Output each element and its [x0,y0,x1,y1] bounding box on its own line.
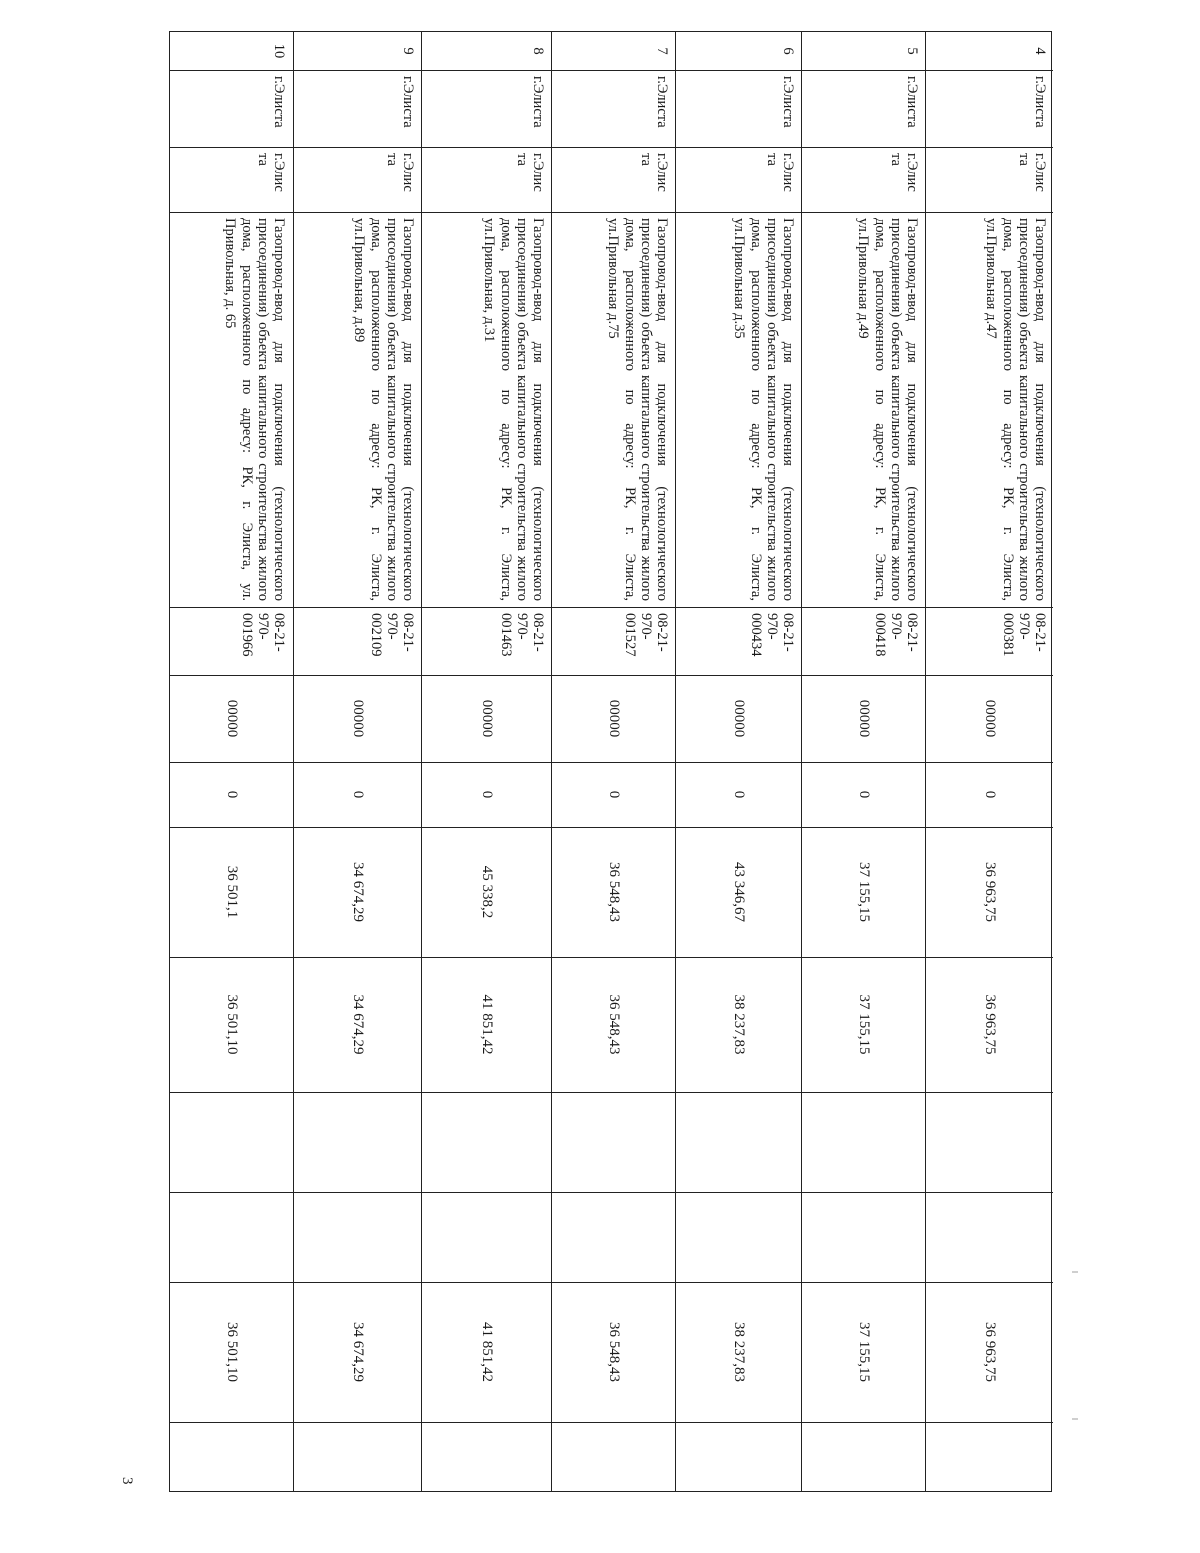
cell-border [926,1282,1053,1283]
cell-border [170,147,293,148]
cell-col6: 00000 [731,699,747,738]
cell-col13 [428,1428,546,1487]
cell-description: Газопровод-ввод для подключения (технологического присоединения) объекта капитального строительства жилого дома, расположенного по адресу: РК, г. Элиста, ул.Привольная д.49 [855,218,920,601]
cell-col9: 36 963,75 [982,994,998,1055]
cell-city-split: г.Элис та [255,153,287,192]
cell-col12: 41 851,42 [479,1322,495,1382]
cell-col13 [558,1428,670,1487]
cell-border [552,607,675,608]
cell-description: Газопровод-ввод для подключения (технологического присоединения) объекта капитального строительства жилого дома, расположенного по адресу: РК, г. Элиста, ул.Привольная д.75 [605,218,670,601]
cell-col8: 43 346,67 [731,862,747,922]
cell-col9: 36 548,43 [606,994,622,1055]
cell-col13 [682,1428,796,1487]
cell-border [422,1092,551,1093]
scan-speck [1072,1271,1078,1273]
cell-border [926,1092,1053,1093]
cell-city: г.Элиста [1032,76,1048,128]
cell-num: 6 [780,47,796,55]
cell-col8: 36 548,43 [606,862,622,922]
cell-col9: 36 501,10 [224,994,240,1055]
cell-border [676,212,801,213]
cell-border [926,1192,1053,1193]
cell-border [422,957,551,958]
cell-border [422,762,551,763]
cell-border [294,1422,421,1423]
cell-col6: 00000 [479,699,495,738]
cell-col7: 0 [606,790,622,799]
cell-border [170,827,293,828]
cell-description: Газопровод-ввод для подключения (технологического присоединения) объекта капитального строительства жилого дома, расположенного по адресу: РК, г. Элиста, ул.Привольная, д.89 [351,218,416,601]
table-row [925,32,1053,1491]
cell-border [926,675,1053,676]
cell-border [802,1092,925,1093]
cell-col10 [428,1098,546,1186]
cell-col7: 0 [982,790,998,799]
cell-border [294,147,421,148]
cell-border [676,957,801,958]
cell-border [552,70,675,71]
cell-col10 [682,1098,796,1186]
cell-col7: 0 [731,790,747,799]
cell-border [676,762,801,763]
cell-code: 08-21- 970- 001527 [622,613,670,657]
cell-city: г.Элиста [780,76,796,128]
cell-col7: 0 [224,790,240,799]
cell-border [926,70,1053,71]
cell-col10 [808,1098,920,1186]
cell-description: Газопровод-ввод для подключения (технологического присоединения) объекта капитального строительства жилого дома, расположенного по адресу: РК, г. Элиста, ул.Привольная д.35 [731,218,796,601]
cell-border [170,1192,293,1193]
cell-border [552,212,675,213]
cell-col9: 34 674,29 [350,994,366,1055]
cell-border [552,762,675,763]
cell-border [294,1282,421,1283]
table-row [293,32,421,1491]
cell-col8: 34 674,29 [350,862,366,922]
cell-border [170,957,293,958]
cell-border [802,607,925,608]
cell-col12: 38 237,83 [731,1322,747,1382]
cell-city-split: г.Элис та [514,153,546,192]
cell-border [676,827,801,828]
cell-col11 [428,1198,546,1276]
cell-border [676,147,801,148]
cell-col10 [300,1098,416,1186]
table-row [170,32,293,1491]
cell-city: г.Элиста [271,76,287,128]
cell-col6: 00000 [606,699,622,738]
cell-border [802,957,925,958]
cell-border [422,147,551,148]
cell-border [802,827,925,828]
cell-col6: 00000 [856,699,872,738]
cell-description: Газопровод-ввод для подключения (технологического присоединения) объекта капитального строительства жилого дома, расположенного по адресу: РК, г. Элиста, ул. Привольная, д. 65 [222,218,287,601]
cell-border [294,70,421,71]
cell-col6: 00000 [350,699,366,738]
cell-border [926,957,1053,958]
cell-border [676,1282,801,1283]
cell-border [294,607,421,608]
cell-description: Газопровод-ввод для подключения (технологического присоединения) объекта капитального строительства жилого дома, расположенного по адресу: РК, г. Элиста, ул.Привольная д.47 [983,218,1048,601]
cell-border [802,1192,925,1193]
cell-border [422,212,551,213]
cell-border [802,70,925,71]
cell-border [552,1092,675,1093]
cell-city: г.Элиста [654,76,670,128]
cell-col8: 45 338,2 [479,865,495,919]
cell-border [802,1282,925,1283]
cell-border [294,1092,421,1093]
cell-col12: 34 674,29 [350,1322,366,1382]
cell-border [926,147,1053,148]
cell-col8: 36 501,1 [224,865,240,919]
cell-city: г.Элиста [530,76,546,128]
data-table [169,31,1052,1492]
cell-border [422,70,551,71]
cell-col7: 0 [350,790,366,799]
cell-border [802,212,925,213]
cell-col10 [932,1098,1048,1186]
cell-border [676,70,801,71]
cell-col13 [932,1428,1048,1487]
cell-col7: 0 [856,790,872,799]
cell-border [294,762,421,763]
cell-border [170,212,293,213]
cell-col6: 00000 [224,699,240,738]
cell-col11 [300,1198,416,1276]
cell-col13 [300,1428,416,1487]
scan-speck [1072,1418,1078,1420]
cell-border [170,607,293,608]
cell-border [170,762,293,763]
cell-border [170,675,293,676]
table-row [801,32,925,1491]
cell-border [422,675,551,676]
cell-code: 08-21- 970- 000381 [1000,613,1048,657]
cell-code: 08-21- 970- 002109 [368,613,416,657]
cell-city-split: г.Элис та [764,153,796,192]
cell-col10 [558,1098,670,1186]
cell-border [552,957,675,958]
cell-col10 [176,1098,287,1186]
cell-col12: 37 155,15 [856,1322,872,1382]
cell-col7: 0 [479,790,495,799]
cell-border [170,1282,293,1283]
cell-border [926,607,1053,608]
cell-col12: 36 501,10 [224,1322,240,1382]
cell-border [926,212,1053,213]
page-number: 3 [119,1477,135,1485]
cell-border [552,1192,675,1193]
cell-city: г.Элиста [904,76,920,128]
cell-city-split: г.Элис та [384,153,416,192]
cell-border [422,607,551,608]
cell-col9: 37 155,15 [856,994,872,1055]
cell-border [294,675,421,676]
table-row [421,32,551,1491]
cell-border [552,147,675,148]
cell-border [552,675,675,676]
cell-border [802,147,925,148]
cell-col11 [932,1198,1048,1276]
cell-border [170,1092,293,1093]
cell-border [422,1422,551,1423]
table-row [675,32,801,1491]
cell-col11 [558,1198,670,1276]
cell-city: г.Элиста [400,76,416,128]
cell-num: 8 [530,47,546,55]
cell-border [676,675,801,676]
cell-col11 [808,1198,920,1276]
cell-col6: 00000 [982,699,998,738]
cell-city-split: г.Элис та [888,153,920,192]
cell-border [170,1422,293,1423]
cell-border [676,607,801,608]
cell-border [926,1422,1053,1423]
cell-col13 [808,1428,920,1487]
cell-num: 7 [654,47,670,55]
cell-city-split: г.Элис та [638,153,670,192]
cell-border [802,762,925,763]
cell-code: 08-21- 970- 000418 [872,613,920,657]
cell-col11 [176,1198,287,1276]
cell-border [294,827,421,828]
cell-col8: 36 963,75 [982,862,998,922]
cell-col11 [682,1198,796,1276]
cell-num: 5 [904,47,920,55]
cell-border [294,212,421,213]
cell-num: 4 [1032,47,1048,55]
cell-code: 08-21- 970- 001463 [498,613,546,657]
cell-border [294,1192,421,1193]
cell-num: 10 [271,43,287,59]
cell-code: 08-21- 970- 001966 [239,613,287,657]
cell-col9: 38 237,83 [731,994,747,1055]
cell-col12: 36 963,75 [982,1322,998,1382]
cell-border [926,827,1053,828]
cell-city-split: г.Элис та [1016,153,1048,192]
cell-border [926,762,1053,763]
cell-code: 08-21- 970- 000434 [748,613,796,657]
cell-border [676,1422,801,1423]
cell-border [676,1092,801,1093]
cell-col8: 37 155,15 [856,862,872,922]
cell-border [422,1192,551,1193]
cell-border [802,675,925,676]
cell-border [422,1282,551,1283]
cell-col9: 41 851,42 [479,994,495,1055]
cell-col13 [176,1428,287,1487]
cell-col12: 36 548,43 [606,1322,622,1382]
cell-border [676,1192,801,1193]
cell-border [552,1282,675,1283]
cell-border [552,1422,675,1423]
cell-border [422,827,551,828]
cell-border [552,827,675,828]
table-row [551,32,675,1491]
cell-border [294,957,421,958]
cell-border [170,70,293,71]
cell-num: 9 [400,47,416,55]
cell-border [802,1422,925,1423]
cell-description: Газопровод-ввод для подключения (технологического присоединения) объекта капитального строительства жилого дома, расположенного по адресу: РК, г. Элиста, ул.Привольная, д.31 [481,218,546,601]
